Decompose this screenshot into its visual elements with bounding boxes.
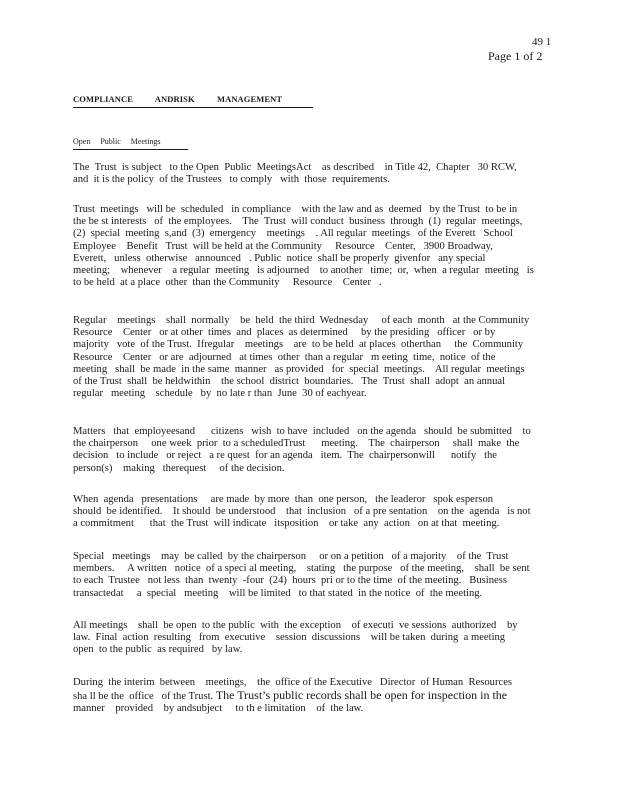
- section-heading: COMPLIANCE ANDRISK MANAGEMENT: [73, 94, 313, 108]
- text-line: Regular meetings shall normally be held the third Wednesday of each month at the Community: [73, 315, 530, 326]
- text-line: person(s) making therequest of the decision.: [73, 462, 285, 474]
- paragraph-4: [73, 426, 543, 475]
- text-line: The Trust is subject to the Open Public MeetingsAct as described in Title 42, Chapter 30 RCW,: [73, 162, 517, 173]
- text-line: Special meetings may be called by the chairperson or on a petition of a majority of the Trust: [73, 551, 509, 562]
- text-line: law. Final action resulting from executive session discussions will be taken during a meeting: [73, 632, 506, 644]
- paragraph-3: [73, 315, 543, 400]
- text-fragment-large: The Trust’s public records shall be open for inspection in the: [215, 689, 508, 703]
- text-fragment: sha ll be the office of the Trust.: [73, 691, 214, 703]
- text-line: a commitment that the Trust will indicate itsposition or take any action on at that meeting.: [73, 518, 500, 530]
- text-line: the be st interests of the employees. The Trust will conduct business through (1) regular meetings,: [73, 216, 523, 228]
- text-line: the chairperson one week prior to a scheduledTrust meeting. The chairperson shall make the: [73, 438, 520, 450]
- text-line: Trust meetings will be scheduled in compliance with the law and as deemed by the Trust to be in: [73, 204, 518, 215]
- text-line: majority vote of the Trust. Ifregular meetings are to be held at places otherthan the Community: [73, 339, 524, 351]
- text-line: All meetings shall be open to the public with the exception of executi ve sessions authorized by: [73, 620, 518, 631]
- text-line: [73, 689, 543, 703]
- text-line: meeting shall be made in the same manner as provided for special meetings. All regular meetings: [73, 363, 525, 375]
- text-line: Resource Center or at other times and places as determined by the presiding officer or by: [73, 327, 496, 339]
- text-line: regular meeting schedule by no late r than June 30 of eachyear.: [73, 388, 367, 400]
- paragraph-7: [73, 620, 543, 657]
- subsection-heading: Open Public Meetings: [73, 137, 188, 150]
- text-line: When agenda presentations are made by more than one person, the leaderor spok esperson: [73, 494, 494, 505]
- text-line: (2) special meeting s,and (3) emergency meetings . All regular meetings of the Everett School: [73, 228, 513, 240]
- paragraph-1: [73, 162, 543, 186]
- text-line: to each Trustee not less than twenty -four (24) hours pri or to the time of the meeting. Business: [73, 575, 507, 587]
- text-line: manner provided by andsubject to th e limitation of the law.: [73, 703, 364, 715]
- text-line: Resource Center or are adjourned at times other than a regular m eeting time, notice of the: [73, 351, 496, 363]
- text-line: of the Trust shall be heldwithin the school district boundaries. The Trust shall adopt an annual: [73, 376, 506, 388]
- text-line: transactedat a special meeting will be limited to that stated in the notice of the meeting.: [73, 587, 483, 599]
- text-line: and it is the policy of the Trustees to comply with those requirements.: [73, 174, 390, 186]
- text-line: Matters that employeesand citizens wish to have included on the agenda should be submitted to: [73, 426, 531, 437]
- paragraph-5: [73, 494, 543, 531]
- paragraph-6: [73, 551, 543, 600]
- text-line: members. A written notice of a speci al meeting, stating the purpose of the meeting, shall be sent: [73, 563, 530, 575]
- text-line: should be identified. It should be understood that inclusion of a pre sentation on the agenda is not: [73, 506, 531, 518]
- text-line: Employee Benefit Trust will be held at the Community Resource Center, 3900 Broadway,: [73, 240, 493, 252]
- text-line: to be held at a place other than the Community Resource Center .: [73, 277, 382, 289]
- text-line: During the interim between meetings, the office of the Executive Director of Human Resources: [73, 677, 513, 688]
- page-number: 49 1: [532, 36, 552, 48]
- text-line: meeting; whenever a regular meeting is adjourned to another time; or, when a regular meeting is: [73, 265, 534, 277]
- paragraph-2: [73, 204, 543, 289]
- text-line: Everett, unless otherwise announced . Public notice shall be properly givenfor any special: [73, 252, 486, 264]
- page-of-label: Page 1 of 2: [488, 49, 543, 63]
- paragraph-8: [73, 677, 543, 716]
- text-line: open to the public as required by law.: [73, 644, 243, 656]
- text-line: decision to include or reject a re quest for an agenda item. The chairpersonwill notify the: [73, 450, 498, 462]
